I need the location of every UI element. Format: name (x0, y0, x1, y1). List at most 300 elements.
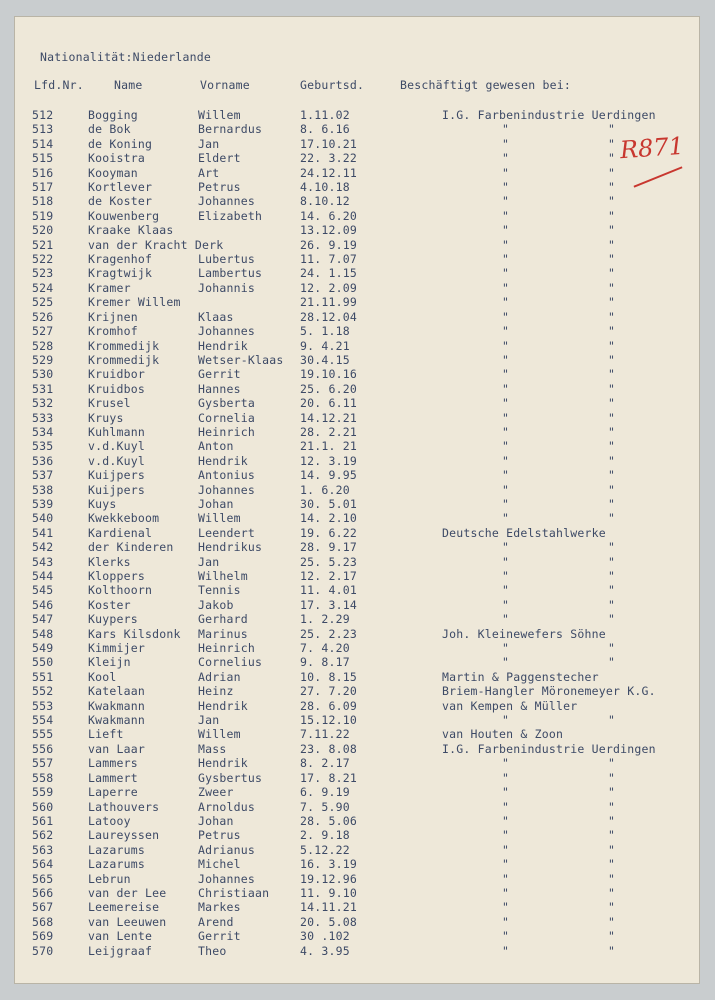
record-birthdate: 24.12.11 (300, 165, 357, 180)
record-number: 557 (32, 756, 54, 771)
record-row (14, 612, 700, 626)
record-ditto-mark: " (502, 943, 510, 958)
record-row (14, 483, 700, 497)
record-row (14, 785, 700, 799)
record-ditto-mark: " (608, 713, 616, 728)
record-ditto-mark: " (608, 122, 616, 137)
record-birthdate: 14. 2.10 (300, 511, 357, 526)
record-vorname: Lubertus (198, 252, 255, 267)
record-ditto-mark: " (502, 871, 510, 886)
record-birthdate: 9. 4.21 (300, 338, 350, 353)
record-vorname: Willem (198, 511, 241, 526)
record-number: 552 (32, 684, 54, 699)
record-name: Katelaan (88, 684, 145, 699)
record-vorname: Gysberta (198, 396, 255, 411)
record-row (14, 540, 700, 554)
record-name: Lammert (88, 770, 138, 785)
record-birthdate: 12. 2.09 (300, 280, 357, 295)
record-ditto-mark: " (502, 280, 510, 295)
record-number: 522 (32, 252, 54, 267)
record-number: 531 (32, 381, 54, 396)
record-number: 525 (32, 295, 54, 310)
record-number: 565 (32, 871, 54, 886)
record-ditto-mark: " (608, 641, 616, 656)
record-ditto-mark: " (608, 439, 616, 454)
record-row (14, 886, 700, 900)
record-ditto-mark: " (502, 813, 510, 828)
record-ditto-mark: " (502, 381, 510, 396)
record-vorname: Michel (198, 857, 241, 872)
record-ditto-mark: " (502, 122, 510, 137)
record-vorname: Eldert (198, 151, 241, 166)
record-ditto-mark: " (608, 136, 616, 151)
record-name: Kars Kilsdonk (88, 626, 181, 641)
record-employer: Joh. Kleinewefers Söhne (442, 626, 606, 641)
record-birthdate: 15.12.10 (300, 713, 357, 728)
record-vorname: Adrian (198, 669, 241, 684)
record-row (14, 310, 700, 324)
record-employer: Briem-Hangler Möronemeyer K.G. (442, 684, 656, 699)
record-name: Lammers (88, 756, 138, 771)
record-ditto-mark: " (608, 280, 616, 295)
record-ditto-mark: " (502, 612, 510, 627)
record-name: Kruys (88, 410, 124, 425)
record-name: v.d.Kuyl (88, 453, 145, 468)
record-vorname: Theo (198, 943, 227, 958)
record-number: 536 (32, 453, 54, 468)
record-ditto-mark: " (502, 770, 510, 785)
record-ditto-mark: " (502, 756, 510, 771)
record-birthdate: 10. 8.15 (300, 669, 357, 684)
record-ditto-mark: " (502, 885, 510, 900)
record-row (14, 266, 700, 280)
record-name: Kolthoorn (88, 583, 153, 598)
record-name: Lebrun (88, 871, 131, 886)
record-ditto-mark: " (608, 612, 616, 627)
record-birthdate: 14.12.21 (300, 410, 357, 425)
record-name: van Laar (88, 741, 145, 756)
record-vorname: Jakob (198, 597, 234, 612)
record-number: 553 (32, 698, 54, 713)
record-row (14, 598, 700, 612)
record-birthdate: 21.1. 21 (300, 439, 357, 454)
record-number: 554 (32, 713, 54, 728)
record-ditto-mark: " (502, 324, 510, 339)
record-birthdate: 1. 2.29 (300, 612, 350, 627)
record-name: de Koster (88, 194, 153, 209)
record-ditto-mark: " (502, 468, 510, 483)
record-birthdate: 11. 9.10 (300, 885, 357, 900)
col-header-nr: Lfd.Nr. (34, 78, 84, 92)
record-birthdate: 23. 8.08 (300, 741, 357, 756)
record-name: Klerks (88, 554, 131, 569)
record-ditto-mark: " (502, 569, 510, 583)
record-ditto-mark: " (608, 194, 616, 209)
record-row (14, 843, 700, 857)
record-number: 532 (32, 396, 54, 411)
record-birthdate: 30. 5.01 (300, 496, 357, 511)
record-number: 533 (32, 410, 54, 425)
record-row (14, 151, 700, 165)
record-birthdate: 4. 3.95 (300, 943, 350, 958)
record-vorname: Marinus (198, 626, 248, 641)
record-birthdate: 2. 9.18 (300, 828, 350, 843)
record-name: Kleijn (88, 655, 131, 670)
record-name: Leemereise (88, 900, 160, 915)
record-ditto-mark: " (502, 857, 510, 872)
record-name: v.d.Kuyl (88, 439, 145, 454)
record-name: Kimmijer (88, 641, 145, 656)
record-vorname: Johannis (198, 280, 255, 295)
record-number: 528 (32, 338, 54, 353)
record-vorname: Hannes (198, 381, 241, 396)
record-name: Kloppers (88, 569, 145, 583)
record-ditto-mark: " (608, 482, 616, 497)
record-vorname: Anton (198, 439, 234, 454)
record-ditto-mark: " (608, 770, 616, 785)
record-name: de Koning (88, 136, 153, 151)
record-name: Krommedijk (88, 352, 160, 367)
record-ditto-mark: " (608, 799, 616, 814)
record-birthdate: 1. 6.20 (300, 482, 350, 497)
record-vorname: Gerhard (198, 612, 248, 627)
record-ditto-mark: " (608, 885, 616, 900)
record-number: 549 (32, 641, 54, 656)
record-ditto-mark: " (608, 554, 616, 569)
record-ditto-mark: " (608, 352, 616, 367)
record-birthdate: 8. 6.16 (300, 122, 350, 137)
record-number: 550 (32, 655, 54, 670)
record-number: 544 (32, 569, 54, 583)
record-name: Kwekkeboom (88, 511, 160, 526)
record-name: Kuijpers (88, 468, 145, 483)
record-vorname: Wilhelm (198, 569, 248, 583)
record-vorname: Arend (198, 914, 234, 929)
record-birthdate: 17.10.21 (300, 136, 357, 151)
record-ditto-mark: " (502, 165, 510, 180)
record-row (14, 454, 700, 468)
record-birthdate: 8. 2.17 (300, 756, 350, 771)
col-header-vorname: Vorname (200, 78, 250, 92)
record-row (14, 713, 700, 727)
record-birthdate: 28. 2.21 (300, 424, 357, 439)
record-vorname: Zweer (198, 785, 234, 800)
record-birthdate: 8.10.12 (300, 194, 350, 209)
record-vorname: Johannes (198, 871, 255, 886)
record-birthdate: 24. 1.15 (300, 266, 357, 281)
record-row (14, 727, 700, 741)
record-birthdate: 7. 5.90 (300, 799, 350, 814)
record-ditto-mark: " (608, 180, 616, 195)
record-row (14, 252, 700, 266)
record-vorname: Leendert (198, 525, 255, 540)
record-ditto-mark: " (502, 266, 510, 281)
record-ditto-mark: " (608, 295, 616, 310)
record-birthdate: 16. 3.19 (300, 857, 357, 872)
record-vorname: Willem (198, 108, 241, 122)
record-vorname: Johan (198, 813, 234, 828)
record-ditto-mark: " (502, 295, 510, 310)
col-header-name: Name (114, 78, 143, 92)
record-number: 561 (32, 813, 54, 828)
record-vorname: Adrianus (198, 842, 255, 857)
record-row (14, 944, 700, 958)
record-ditto-mark: " (502, 424, 510, 439)
record-ditto-mark: " (608, 223, 616, 238)
record-employer: van Houten & Zoon (442, 727, 564, 742)
record-ditto-mark: " (608, 151, 616, 166)
record-number: 546 (32, 597, 54, 612)
record-number: 556 (32, 741, 54, 756)
record-row (14, 339, 700, 353)
record-vorname: Jan (198, 136, 220, 151)
record-ditto-mark: " (608, 914, 616, 929)
record-row (14, 814, 700, 828)
record-ditto-mark: " (502, 151, 510, 166)
record-vorname: Hendrikus (198, 540, 263, 555)
record-row (14, 929, 700, 943)
record-vorname: Heinz (198, 684, 234, 699)
record-row (14, 670, 700, 684)
record-birthdate: 28. 9.17 (300, 540, 357, 555)
record-number: 539 (32, 496, 54, 511)
record-vorname: Jan (198, 713, 220, 728)
record-ditto-mark: " (502, 194, 510, 209)
record-row (14, 194, 700, 208)
record-name: Kouwenberg (88, 208, 160, 223)
record-row (14, 756, 700, 770)
record-ditto-mark: " (502, 352, 510, 367)
record-row (14, 771, 700, 785)
record-ditto-mark: " (502, 511, 510, 526)
record-vorname: Jan (198, 554, 220, 569)
record-ditto-mark: " (502, 929, 510, 944)
record-vorname: Markes (198, 900, 241, 915)
record-birthdate: 21.11.99 (300, 295, 357, 310)
record-number: 560 (32, 799, 54, 814)
record-ditto-mark: " (502, 439, 510, 454)
record-ditto-mark: " (608, 813, 616, 828)
record-ditto-mark: " (608, 583, 616, 598)
record-ditto-mark: " (502, 496, 510, 511)
record-row (14, 396, 700, 410)
record-name: Kremer Willem (88, 295, 181, 310)
record-row (14, 699, 700, 713)
record-name: Kwakmann (88, 713, 145, 728)
record-name: Kardienal (88, 525, 153, 540)
record-ditto-mark: " (608, 828, 616, 843)
record-birthdate: 14. 6.20 (300, 208, 357, 223)
record-row (14, 425, 700, 439)
record-number: 568 (32, 914, 54, 929)
record-row (14, 641, 700, 655)
record-name: van der Lee (88, 885, 167, 900)
record-row (14, 583, 700, 597)
record-number: 562 (32, 828, 54, 843)
record-row (14, 857, 700, 871)
document-page (14, 16, 700, 984)
record-number: 559 (32, 785, 54, 800)
record-vorname: Arnoldus (198, 799, 255, 814)
record-birthdate: 28. 5.06 (300, 813, 357, 828)
record-row (14, 872, 700, 886)
record-number: 529 (32, 352, 54, 367)
record-row (14, 655, 700, 669)
record-birthdate: 28.12.04 (300, 309, 357, 324)
archive-stamp: R871 (619, 131, 685, 165)
record-ditto-mark: " (502, 540, 510, 555)
record-birthdate: 14. 9.95 (300, 468, 357, 483)
record-ditto-mark: " (502, 842, 510, 857)
record-ditto-mark: " (502, 785, 510, 800)
record-ditto-mark: " (502, 597, 510, 612)
record-number: 514 (32, 136, 54, 151)
record-ditto-mark: " (608, 324, 616, 339)
record-birthdate: 14.11.21 (300, 900, 357, 915)
record-name: Kooyman (88, 165, 138, 180)
record-row (14, 627, 700, 641)
record-ditto-mark: " (608, 309, 616, 324)
record-birthdate: 19.12.96 (300, 871, 357, 886)
record-row (14, 324, 700, 338)
record-ditto-mark: " (608, 338, 616, 353)
record-row (14, 137, 700, 151)
record-vorname: Hendrik (198, 698, 248, 713)
record-number: 521 (32, 237, 54, 252)
record-row (14, 439, 700, 453)
record-ditto-mark: " (608, 266, 616, 281)
record-row (14, 569, 700, 583)
record-ditto-mark: " (608, 540, 616, 555)
record-birthdate: 19.10.16 (300, 367, 357, 382)
record-row (14, 108, 700, 122)
record-ditto-mark: " (502, 309, 510, 324)
record-ditto-mark: " (608, 597, 616, 612)
record-number: 516 (32, 165, 54, 180)
record-number: 566 (32, 885, 54, 900)
record-row (14, 800, 700, 814)
record-birthdate: 13.12.09 (300, 223, 357, 238)
record-ditto-mark: " (608, 410, 616, 425)
record-birthdate: 9. 8.17 (300, 655, 350, 670)
record-vorname: Wetser-Klaas (198, 352, 284, 367)
record-number: 534 (32, 424, 54, 439)
record-birthdate: 5. 1.18 (300, 324, 350, 339)
record-ditto-mark: " (502, 180, 510, 195)
record-name: Lieft (88, 727, 124, 742)
record-name: Kragenhof (88, 252, 153, 267)
record-vorname: Lambertus (198, 266, 263, 281)
record-name: Kool (88, 669, 117, 684)
record-ditto-mark: " (502, 410, 510, 425)
record-number: 541 (32, 525, 54, 540)
record-row (14, 900, 700, 914)
record-name: Krommedijk (88, 338, 160, 353)
record-row (14, 511, 700, 525)
record-vorname: Tennis (198, 583, 241, 598)
record-ditto-mark: " (502, 828, 510, 843)
record-number: 569 (32, 929, 54, 944)
record-number: 548 (32, 626, 54, 641)
record-vorname: Hendrik (198, 453, 248, 468)
record-birthdate: 19. 6.22 (300, 525, 357, 540)
record-name: Bogging (88, 108, 138, 122)
record-ditto-mark: " (608, 381, 616, 396)
record-number: 535 (32, 439, 54, 454)
record-row (14, 209, 700, 223)
record-row (14, 468, 700, 482)
record-vorname: Bernardus (198, 122, 263, 137)
record-birthdate: 27. 7.20 (300, 684, 357, 699)
record-number: 547 (32, 612, 54, 627)
record-ditto-mark: " (502, 713, 510, 728)
record-ditto-mark: " (608, 367, 616, 382)
record-number: 567 (32, 900, 54, 915)
record-number: 512 (32, 108, 54, 122)
record-ditto-mark: " (608, 785, 616, 800)
record-vorname: Gerrit (198, 929, 241, 944)
record-ditto-mark: " (502, 338, 510, 353)
record-vorname: Willem (198, 727, 241, 742)
record-birthdate: 7. 4.20 (300, 641, 350, 656)
record-number: 543 (32, 554, 54, 569)
record-name: Koster (88, 597, 131, 612)
record-birthdate: 17. 8.21 (300, 770, 357, 785)
column-headers (34, 78, 694, 94)
record-name: Leijgraaf (88, 943, 153, 958)
record-ditto-mark: " (608, 165, 616, 180)
record-number: 564 (32, 857, 54, 872)
record-vorname: Art (198, 165, 220, 180)
record-ditto-mark: " (608, 929, 616, 944)
record-ditto-mark: " (502, 900, 510, 915)
record-vorname: Gysbertus (198, 770, 263, 785)
record-ditto-mark: " (502, 655, 510, 670)
record-ditto-mark: " (608, 842, 616, 857)
record-number: 551 (32, 669, 54, 684)
record-number: 530 (32, 367, 54, 382)
col-header-geburtsdatum: Geburtsd. (300, 78, 365, 92)
record-name: Kooistra (88, 151, 145, 166)
record-number: 537 (32, 468, 54, 483)
record-ditto-mark: " (502, 482, 510, 497)
record-employer: Deutsche Edelstahlwerke (442, 525, 606, 540)
record-ditto-mark: " (502, 136, 510, 151)
record-list (14, 108, 700, 958)
record-ditto-mark: " (608, 871, 616, 886)
record-row (14, 180, 700, 194)
record-vorname: Elizabeth (198, 208, 263, 223)
record-name: van Leeuwen (88, 914, 167, 929)
record-row (14, 915, 700, 929)
record-ditto-mark: " (502, 367, 510, 382)
record-number: 558 (32, 770, 54, 785)
record-name: Kortlever (88, 180, 153, 195)
record-ditto-mark: " (502, 252, 510, 267)
record-ditto-mark: " (608, 655, 616, 670)
record-name: Kwakmann (88, 698, 145, 713)
record-ditto-mark: " (608, 453, 616, 468)
record-name: Laureyssen (88, 828, 160, 843)
record-row (14, 281, 700, 295)
record-birthdate: 20. 6.11 (300, 396, 357, 411)
record-number: 526 (32, 309, 54, 324)
record-ditto-mark: " (608, 468, 616, 483)
record-vorname: Antonius (198, 468, 255, 483)
record-vorname: Mass (198, 741, 227, 756)
record-ditto-mark: " (608, 424, 616, 439)
record-ditto-mark: " (608, 857, 616, 872)
